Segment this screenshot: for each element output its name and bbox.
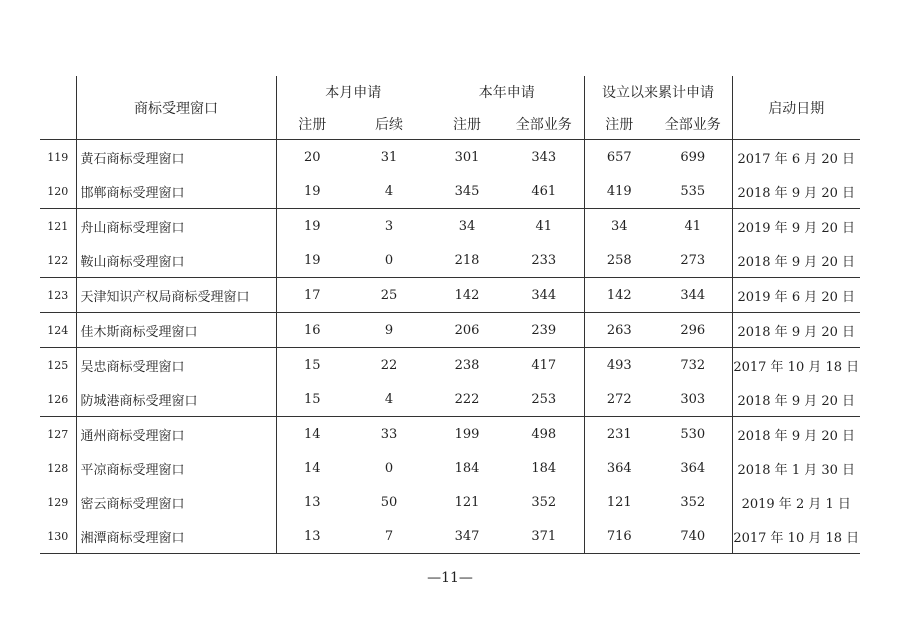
cumulative-register: 121 xyxy=(606,494,632,510)
row-index: 120 xyxy=(47,184,69,198)
year-all: 498 xyxy=(504,417,584,452)
table-row xyxy=(40,278,860,313)
row-index: 128 xyxy=(47,461,69,475)
month-register: 16 xyxy=(276,313,348,348)
start-date: 2017 年 10 月 18 日 xyxy=(732,519,860,554)
cumulative-all: 732 xyxy=(654,348,732,383)
year-group-header: 本年申请 xyxy=(430,76,584,108)
window-name: 密云商标受理窗口 xyxy=(76,485,276,519)
year-register: 301 xyxy=(454,149,480,165)
cumulative-register: 263 xyxy=(584,313,654,348)
trademark-window-table xyxy=(40,76,860,554)
table-header xyxy=(40,76,860,140)
start-date-header: 启动日期 xyxy=(732,76,860,140)
cumulative-register: 142 xyxy=(584,278,654,313)
cumulative-register: 419 xyxy=(606,183,632,199)
table-row xyxy=(40,485,860,519)
window-name: 邯郸商标受理窗口 xyxy=(76,174,276,209)
row-index: 129 xyxy=(47,495,69,509)
month-register: 14 xyxy=(276,417,348,452)
row-index: 124 xyxy=(40,313,76,348)
month-register-header: 注册 xyxy=(298,116,327,133)
table-row xyxy=(40,451,860,485)
window-name: 鞍山商标受理窗口 xyxy=(76,243,276,278)
year-all: 343 xyxy=(504,140,584,175)
month-register: 19 xyxy=(303,252,321,268)
cumulative-register: 231 xyxy=(584,417,654,452)
row-index: 122 xyxy=(47,253,69,267)
index-header xyxy=(40,76,76,140)
month-followup: 4 xyxy=(384,391,394,407)
month-register: 19 xyxy=(276,209,348,244)
start-date: 2019 年 6 月 20 日 xyxy=(732,278,860,313)
start-date: 2017 年 6 月 20 日 xyxy=(732,140,860,175)
table-row xyxy=(40,209,860,244)
cumulative-all: 364 xyxy=(680,460,706,476)
window-name: 黄石商标受理窗口 xyxy=(76,140,276,175)
cumulative-register-header: 注册 xyxy=(605,116,634,133)
year-register: 34 xyxy=(430,209,504,244)
month-followup: 31 xyxy=(380,149,398,165)
year-all: 41 xyxy=(504,209,584,244)
cumulative-register: 716 xyxy=(584,519,654,554)
cumulative-all: 41 xyxy=(654,209,732,244)
start-date: 2019 年 9 月 20 日 xyxy=(732,209,860,244)
year-all: 239 xyxy=(504,313,584,348)
start-date: 2019 年 2 月 1 日 xyxy=(732,485,860,519)
year-all: 417 xyxy=(504,348,584,383)
start-date: 2018 年 9 月 20 日 xyxy=(732,174,860,209)
window-name-header: 商标受理窗口 xyxy=(76,76,276,140)
window-name: 天津知识产权局商标受理窗口 xyxy=(76,278,276,313)
month-followup: 0 xyxy=(384,252,394,268)
row-index: 126 xyxy=(47,392,69,406)
year-register: 199 xyxy=(430,417,504,452)
month-register: 19 xyxy=(303,183,321,199)
cumulative-all: 740 xyxy=(654,519,732,554)
month-group-header: 本月申请 xyxy=(325,85,382,101)
cumulative-all: 535 xyxy=(680,183,706,199)
month-register: 14 xyxy=(303,460,321,476)
year-all: 352 xyxy=(504,485,584,519)
start-date: 2017 年 10 月 18 日 xyxy=(732,348,860,383)
window-name: 舟山商标受理窗口 xyxy=(76,209,276,244)
month-followup: 22 xyxy=(348,348,430,383)
month-followup: 4 xyxy=(384,183,394,199)
window-name: 佳木斯商标受理窗口 xyxy=(76,313,276,348)
month-register: 13 xyxy=(303,494,321,510)
cumulative-group-header: 设立以来累计申请 xyxy=(602,85,714,101)
statistics-table-container xyxy=(40,76,860,554)
year-register-header: 注册 xyxy=(453,116,481,133)
year-all: 344 xyxy=(504,278,584,313)
year-register: 142 xyxy=(430,278,504,313)
row-index: 125 xyxy=(40,348,76,383)
year-all: 184 xyxy=(504,451,584,485)
window-name: 湘潭商标受理窗口 xyxy=(76,519,276,554)
window-name: 防城港商标受理窗口 xyxy=(76,382,276,417)
page-number: —11— xyxy=(427,570,473,586)
table-row xyxy=(40,417,860,452)
table-row xyxy=(40,140,860,175)
start-date: 2018 年 9 月 20 日 xyxy=(732,313,860,348)
year-register: 218 xyxy=(454,252,480,268)
cumulative-register: 493 xyxy=(584,348,654,383)
cumulative-all: 303 xyxy=(680,391,706,407)
year-register: 222 xyxy=(454,391,480,407)
cumulative-register: 272 xyxy=(606,391,632,407)
row-index: 130 xyxy=(40,519,76,554)
month-followup: 50 xyxy=(380,494,398,510)
month-followup: 33 xyxy=(348,417,430,452)
cumulative-all: 296 xyxy=(654,313,732,348)
month-register: 20 xyxy=(303,149,321,165)
cumulative-all: 344 xyxy=(654,278,732,313)
cumulative-register: 34 xyxy=(584,209,654,244)
table-row xyxy=(40,174,860,209)
cumulative-register: 364 xyxy=(606,460,632,476)
year-register: 184 xyxy=(454,460,480,476)
cumulative-register: 657 xyxy=(606,149,632,165)
month-followup: 7 xyxy=(348,519,430,554)
table-row xyxy=(40,382,860,417)
table-row xyxy=(40,243,860,278)
table-body xyxy=(40,140,860,554)
row-index: 127 xyxy=(40,417,76,452)
row-index: 121 xyxy=(40,209,76,244)
month-register: 17 xyxy=(276,278,348,313)
cumulative-all-header: 全部业务 xyxy=(664,116,721,133)
year-all: 461 xyxy=(504,174,584,209)
year-all-header: 全部业务 xyxy=(504,108,584,140)
cumulative-register: 258 xyxy=(606,252,632,268)
window-name: 平凉商标受理窗口 xyxy=(76,451,276,485)
year-register: 238 xyxy=(430,348,504,383)
cumulative-all: 530 xyxy=(654,417,732,452)
table-row xyxy=(40,519,860,554)
row-index: 119 xyxy=(47,150,69,164)
year-register: 345 xyxy=(454,183,480,199)
year-register: 347 xyxy=(430,519,504,554)
table-row xyxy=(40,313,860,348)
month-register: 15 xyxy=(303,391,321,407)
window-name: 吴忠商标受理窗口 xyxy=(76,348,276,383)
window-name: 通州商标受理窗口 xyxy=(76,417,276,452)
month-register: 15 xyxy=(276,348,348,383)
month-followup: 9 xyxy=(348,313,430,348)
month-followup: 0 xyxy=(384,460,394,476)
month-followup: 3 xyxy=(348,209,430,244)
cumulative-all: 352 xyxy=(680,494,706,510)
year-all: 371 xyxy=(504,519,584,554)
month-followup-header: 后续 xyxy=(375,116,403,133)
year-register: 121 xyxy=(454,494,480,510)
start-date: 2018 年 1 月 30 日 xyxy=(732,451,860,485)
start-date: 2018 年 9 月 20 日 xyxy=(732,417,860,452)
row-index: 123 xyxy=(40,278,76,313)
cumulative-all: 273 xyxy=(680,252,706,268)
month-followup: 25 xyxy=(348,278,430,313)
table-row xyxy=(40,348,860,383)
start-date: 2018 年 9 月 20 日 xyxy=(732,243,860,278)
year-all: 233 xyxy=(504,243,584,278)
year-all: 253 xyxy=(504,382,584,417)
cumulative-all: 699 xyxy=(680,149,706,165)
year-register: 206 xyxy=(430,313,504,348)
month-register: 13 xyxy=(276,519,348,554)
start-date: 2018 年 9 月 20 日 xyxy=(732,382,860,417)
